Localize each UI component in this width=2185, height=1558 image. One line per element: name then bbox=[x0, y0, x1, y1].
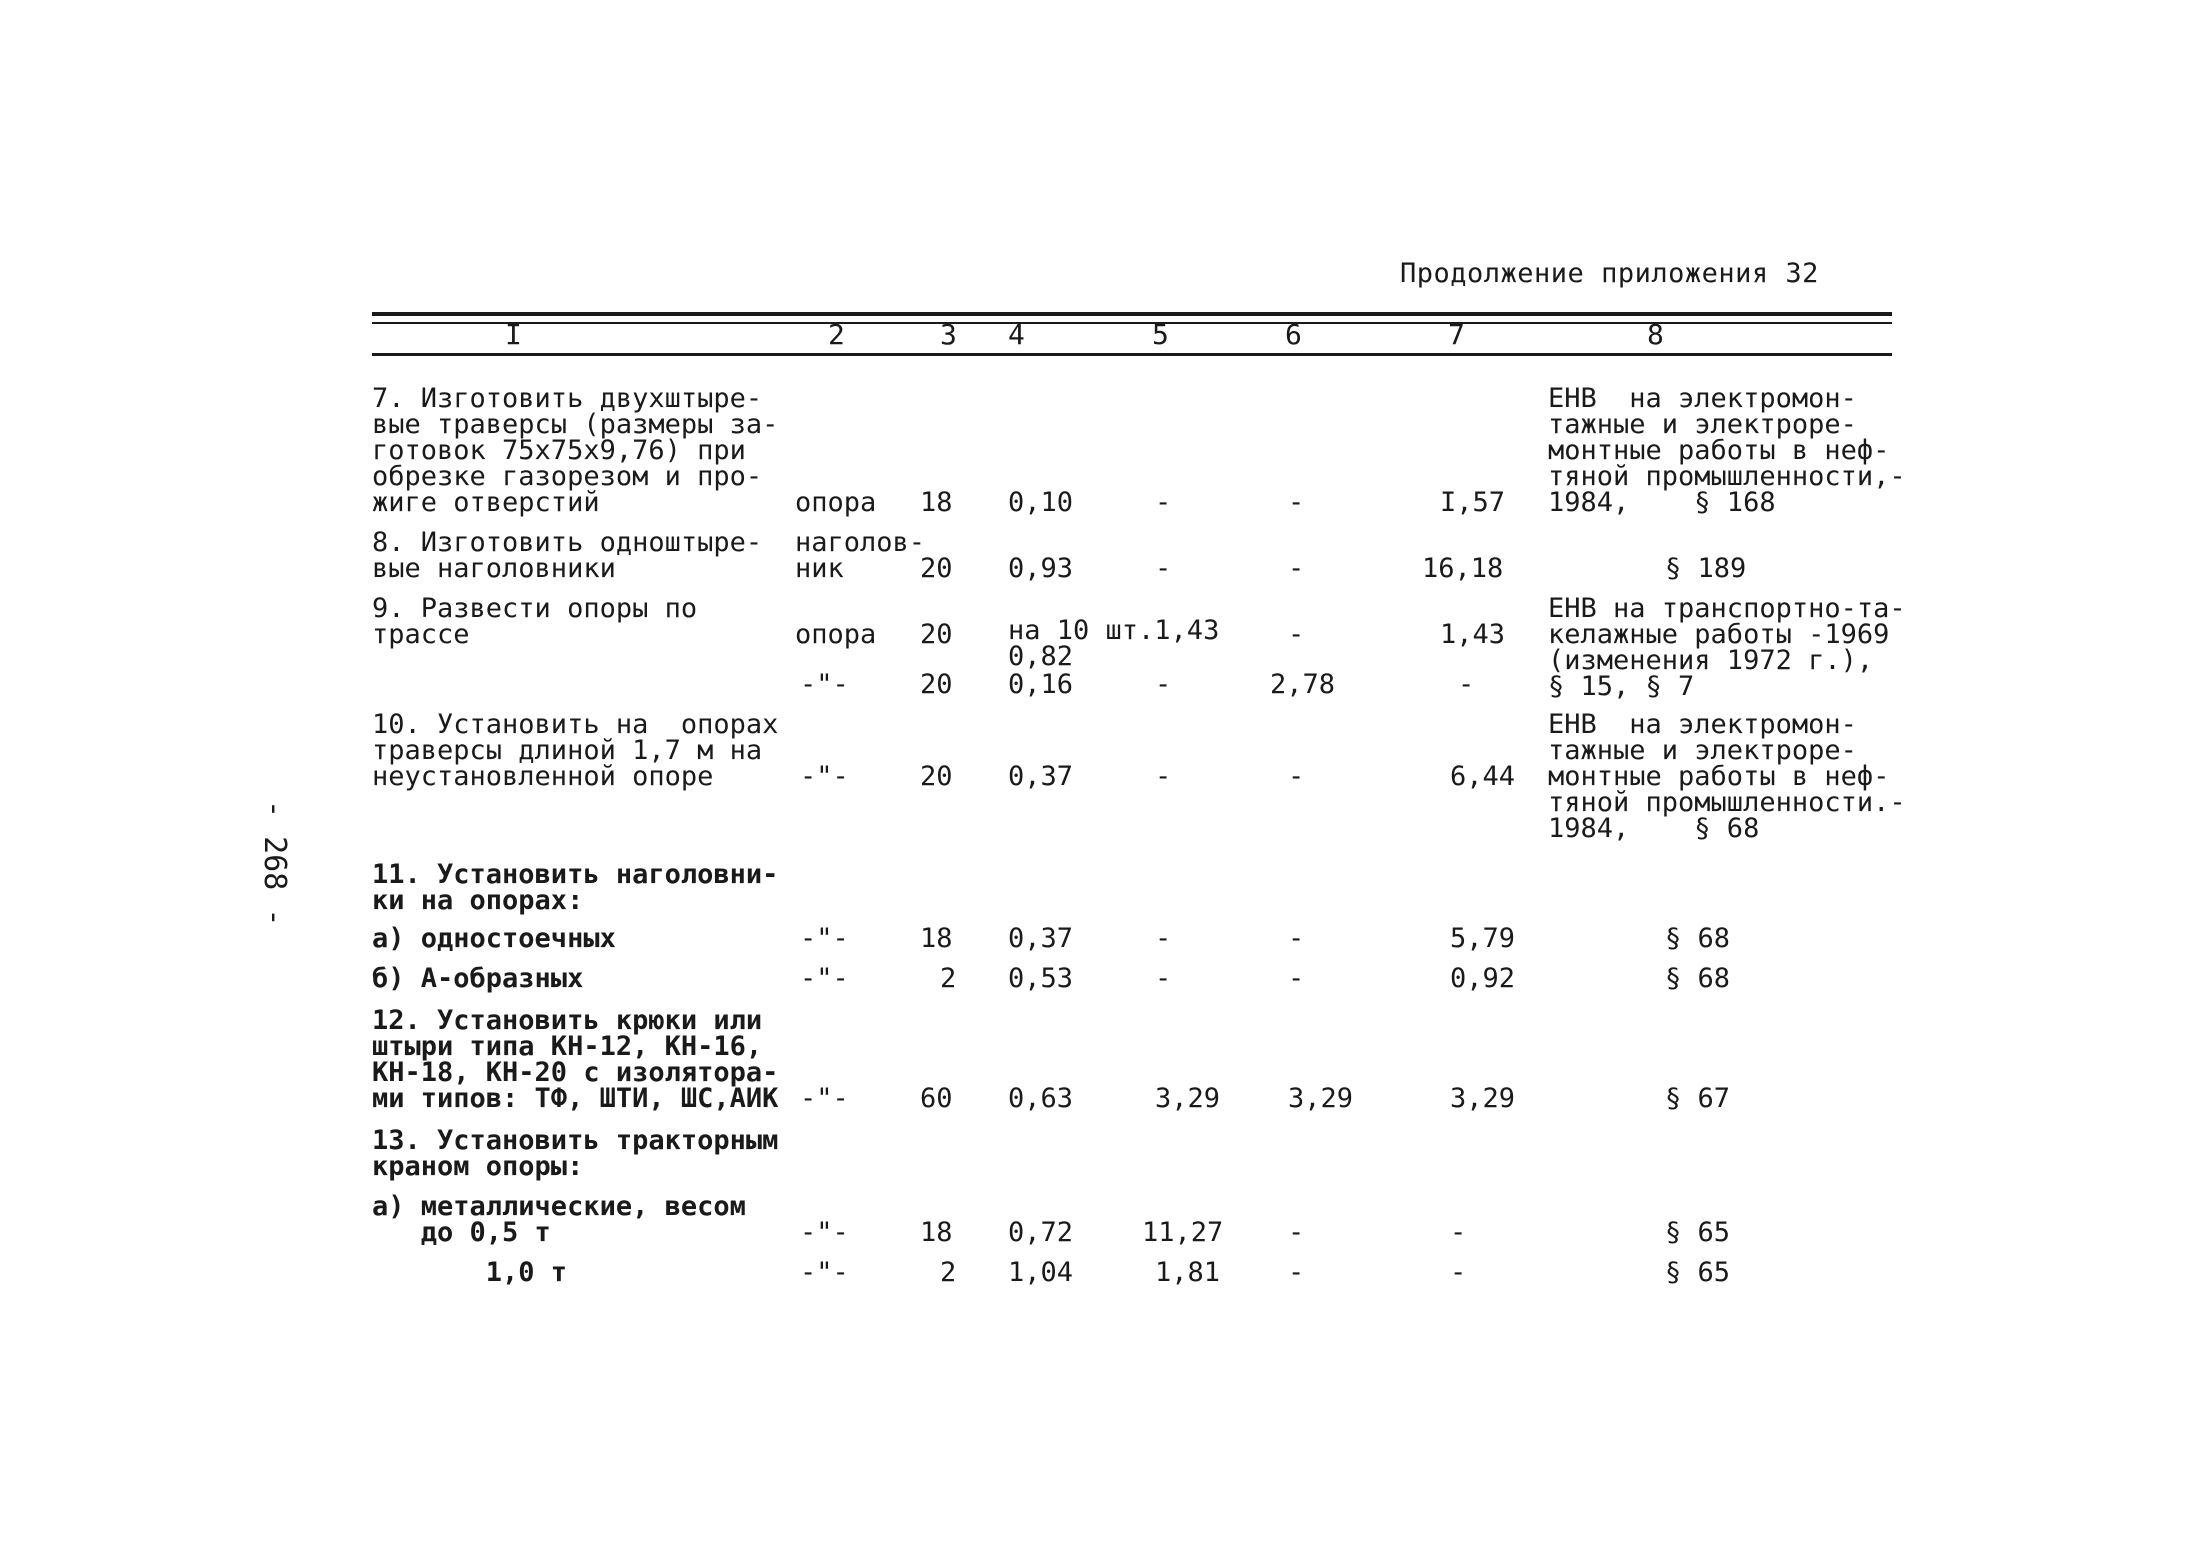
row-11b-col4: 0,53 bbox=[1008, 963, 1074, 994]
text-line: трассе bbox=[372, 619, 470, 650]
text-line: 7. Изготовить двухштыре- bbox=[372, 383, 763, 414]
text-line: тяной промышленности,- bbox=[1548, 461, 1906, 492]
text-line: вые наголовники bbox=[372, 553, 616, 584]
row-9-unit: опора bbox=[795, 619, 877, 650]
row-12-qty: 60 bbox=[920, 1083, 953, 1114]
text-line: 1984, § 168 bbox=[1548, 487, 1776, 518]
text-line: тажные и электроре- bbox=[1548, 409, 1857, 440]
row-13a-col7: - bbox=[1450, 1217, 1467, 1248]
row-11a-name: а) одностоечных bbox=[372, 923, 616, 954]
header-cell: 5 bbox=[1152, 318, 1169, 351]
text-line: 10. Установить на опорах bbox=[372, 709, 779, 740]
text-line: до 0,5 т bbox=[372, 1217, 551, 1248]
text-line: КН-18, КН-20 с изолятора- bbox=[372, 1057, 779, 1088]
row-13b-qty: 2 bbox=[940, 1257, 957, 1288]
row-12-unit: -"- bbox=[800, 1083, 849, 1114]
text-line: 1984, § 68 bbox=[1548, 813, 1760, 844]
row-7-col6: - bbox=[1288, 487, 1305, 518]
header-cell: 6 bbox=[1285, 318, 1302, 351]
row-13a-col4: 0,72 bbox=[1008, 1217, 1074, 1248]
row-10-name bbox=[372, 709, 779, 792]
text-line: тажные и электроре- bbox=[1548, 735, 1857, 766]
row-10-col6: - bbox=[1288, 761, 1305, 792]
text-line: готовок 75х75х9,76) при bbox=[372, 435, 746, 466]
row-7-name bbox=[372, 383, 779, 518]
row-8-source: § 189 bbox=[1665, 553, 1747, 584]
row-11a-col6: - bbox=[1288, 923, 1305, 954]
row-11a-unit: -"- bbox=[800, 923, 849, 954]
row-9-col6: - bbox=[1288, 619, 1305, 650]
text-line: 8. Изготовить одноштыре- bbox=[372, 527, 763, 558]
row-7-col4: 0,10 bbox=[1008, 487, 1074, 518]
text-line: монтные работы в неф- bbox=[1548, 761, 1890, 792]
caption: Продолжение приложения 32 bbox=[1400, 258, 1819, 289]
row-11a-source: § 68 bbox=[1665, 923, 1731, 954]
row-12-col6: 3,29 bbox=[1288, 1083, 1354, 1114]
row-12-name bbox=[372, 1005, 779, 1114]
row-13b-col5: 1,81 bbox=[1155, 1257, 1221, 1288]
text-line: ЕНВ на электромон- bbox=[1548, 709, 1857, 740]
text-line: траверсы длиной 1,7 м на bbox=[372, 735, 763, 766]
text-line: 12. Установить крюки или bbox=[372, 1005, 763, 1036]
row-11a-col5: - bbox=[1155, 923, 1172, 954]
row-7-unit: опора bbox=[795, 487, 877, 518]
row-8-col6: - bbox=[1288, 553, 1305, 584]
text-line: 11. Установить наголовни- bbox=[372, 859, 779, 890]
row-10-col4: 0,37 bbox=[1008, 761, 1074, 792]
row-11b-col7: 0,92 bbox=[1450, 963, 1516, 994]
header-rule bbox=[372, 353, 1892, 356]
page-number: - 268 - bbox=[257, 800, 292, 927]
text-line: § 15, § 7 bbox=[1548, 671, 1695, 702]
row-11b-col5: - bbox=[1155, 963, 1172, 994]
row-7-col5: - bbox=[1155, 487, 1172, 518]
row-8-col5: - bbox=[1155, 553, 1172, 584]
header-cell: 2 bbox=[828, 318, 845, 351]
text-line: 13. Установить тракторным bbox=[372, 1125, 779, 1156]
row-7-qty: 18 bbox=[920, 487, 953, 518]
text-line: 0,82 bbox=[1008, 641, 1074, 672]
row-9b-unit: -"- bbox=[800, 669, 849, 700]
header-cell: 8 bbox=[1647, 318, 1664, 351]
row-9-qty: 20 bbox=[920, 619, 953, 650]
text-line: неустановленной опоре bbox=[372, 761, 714, 792]
text-line: вые траверсы (размеры за- bbox=[372, 409, 779, 440]
top-rule-thin bbox=[372, 322, 1892, 324]
row-7-source bbox=[1548, 383, 1906, 518]
row-13b-unit: -"- bbox=[800, 1257, 849, 1288]
row-10-source bbox=[1548, 709, 1906, 844]
row-13-name bbox=[372, 1125, 779, 1182]
row-9-col7: 1,43 bbox=[1440, 619, 1506, 650]
row-13a-source: § 65 bbox=[1665, 1217, 1731, 1248]
row-13b-col6: - bbox=[1288, 1257, 1305, 1288]
row-10-unit: -"- bbox=[800, 761, 849, 792]
row-8-name bbox=[372, 527, 763, 584]
text-line: ми типов: ТФ, ШТИ, ШС,АИК bbox=[372, 1083, 779, 1114]
row-9b-qty: 20 bbox=[920, 669, 953, 700]
header-cell: I bbox=[505, 318, 522, 351]
header-cell: 3 bbox=[940, 318, 957, 351]
row-9b-col6: 2,78 bbox=[1270, 669, 1336, 700]
row-8-unit bbox=[795, 527, 926, 584]
row-8-col4: 0,93 bbox=[1008, 553, 1074, 584]
row-8-col7: 16,18 bbox=[1422, 553, 1504, 584]
text-line: обрезке газорезом и про- bbox=[372, 461, 763, 492]
header-cell: 7 bbox=[1448, 318, 1465, 351]
row-10-col7: 6,44 bbox=[1450, 761, 1516, 792]
row-13b-source: § 65 bbox=[1665, 1257, 1731, 1288]
row-13b-name: 1,0 т bbox=[372, 1257, 568, 1288]
row-11b-unit: -"- bbox=[800, 963, 849, 994]
text-line: а) металлические, весом bbox=[372, 1191, 746, 1222]
text-line: 9. Развести опоры по bbox=[372, 593, 698, 624]
row-7-col7: I,57 bbox=[1440, 487, 1506, 518]
text-line: ник bbox=[795, 553, 844, 584]
row-13a-name bbox=[372, 1191, 746, 1248]
text-line: ЕНВ на электромон- bbox=[1548, 383, 1857, 414]
row-13b-col7: - bbox=[1450, 1257, 1467, 1288]
text-line: тяной промышленности.- bbox=[1548, 787, 1906, 818]
row-11a-col4: 0,37 bbox=[1008, 923, 1074, 954]
row-12-col7: 3,29 bbox=[1450, 1083, 1516, 1114]
row-13a-col5: 11,27 bbox=[1142, 1217, 1224, 1248]
text-line: монтные работы в неф- bbox=[1548, 435, 1890, 466]
row-9b-col4: 0,16 bbox=[1008, 669, 1074, 700]
text-line: ки на опорах: bbox=[372, 885, 584, 916]
text-line: ЕНВ на транспортно-та- bbox=[1548, 593, 1906, 624]
row-11b-col6: - bbox=[1288, 963, 1305, 994]
text-line: краном опоры: bbox=[372, 1151, 584, 1182]
row-9-name bbox=[372, 593, 698, 650]
row-12-col5: 3,29 bbox=[1155, 1083, 1221, 1114]
row-13a-qty: 18 bbox=[920, 1217, 953, 1248]
row-12-source: § 67 bbox=[1665, 1083, 1731, 1114]
row-8-qty: 20 bbox=[920, 553, 953, 584]
top-rule bbox=[372, 312, 1892, 316]
row-9-source bbox=[1548, 593, 1906, 702]
row-11b-qty: 2 bbox=[940, 963, 957, 994]
row-9b-col7: - bbox=[1458, 669, 1475, 700]
row-10-col5: - bbox=[1155, 761, 1172, 792]
text-line: на 10 шт.1,43 bbox=[1008, 615, 1220, 646]
header-cell: 4 bbox=[1008, 318, 1025, 351]
row-11b-source: § 68 bbox=[1665, 963, 1731, 994]
row-11a-col7: 5,79 bbox=[1450, 923, 1516, 954]
text-line: штыри типа КН-12, КН-16, bbox=[372, 1031, 763, 1062]
row-11b-name: б) А-образных bbox=[372, 963, 584, 994]
row-12-col4: 0,63 bbox=[1008, 1083, 1074, 1114]
row-11a-qty: 18 bbox=[920, 923, 953, 954]
row-9b-col5: - bbox=[1155, 669, 1172, 700]
row-9-col4 bbox=[1008, 615, 1220, 672]
row-11-name bbox=[372, 859, 779, 916]
text-line: келажные работы -1969 bbox=[1548, 619, 1890, 650]
text-line: жиге отверстий bbox=[372, 487, 600, 518]
row-13a-unit: -"- bbox=[800, 1217, 849, 1248]
row-13a-col6: - bbox=[1288, 1217, 1305, 1248]
row-10-qty: 20 bbox=[920, 761, 953, 792]
text-line: наголов- bbox=[795, 527, 926, 558]
row-13b-col4: 1,04 bbox=[1008, 1257, 1074, 1288]
text-line: (изменения 1972 г.), bbox=[1548, 645, 1874, 676]
